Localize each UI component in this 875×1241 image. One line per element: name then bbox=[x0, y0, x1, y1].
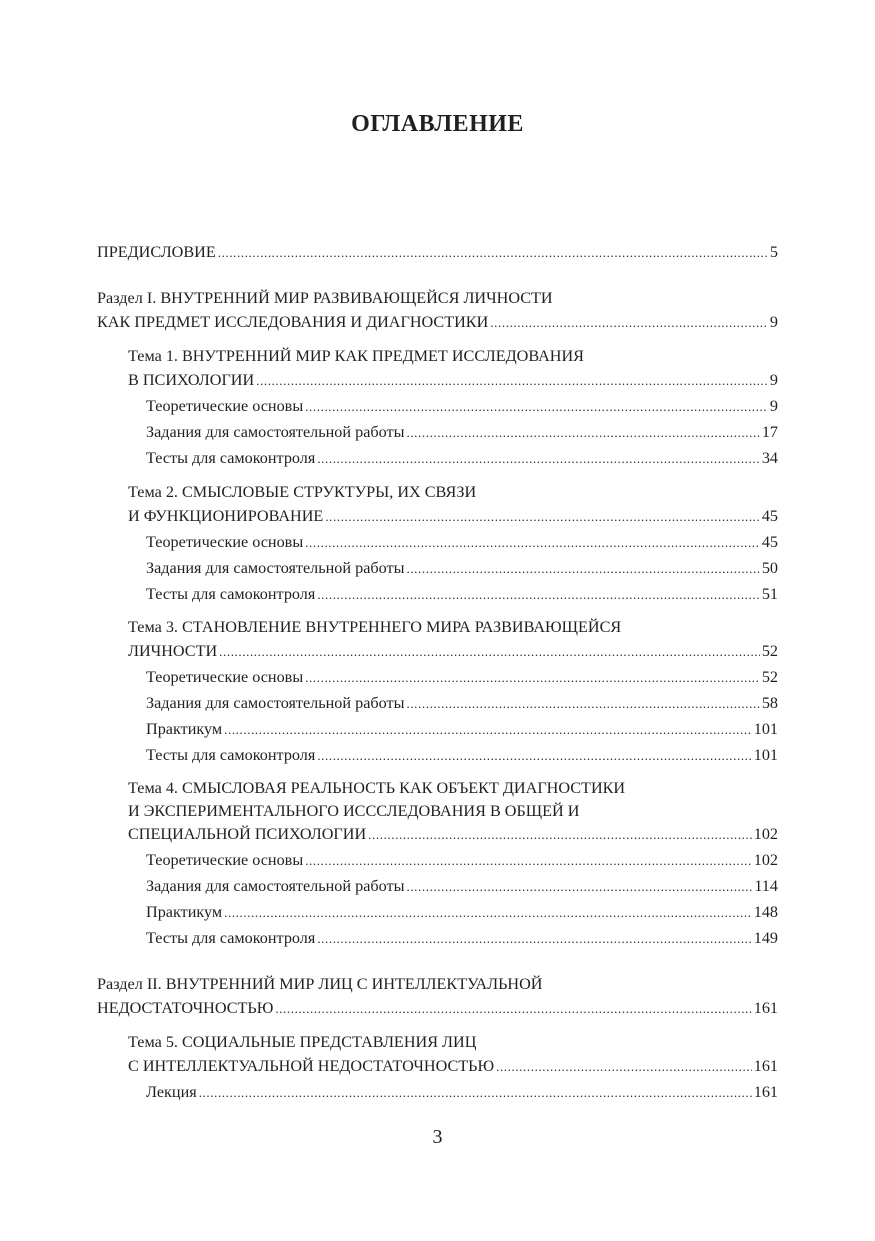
toc-entry-topic2[interactable] bbox=[128, 504, 778, 528]
toc-page-number: 58 bbox=[761, 694, 778, 712]
toc-subentry[interactable] bbox=[146, 420, 778, 444]
dot-leader bbox=[305, 849, 752, 873]
toc-page-number: 45 bbox=[761, 507, 778, 525]
dot-leader bbox=[224, 901, 752, 925]
toc-page-number: 17 bbox=[761, 423, 778, 441]
dot-leader bbox=[368, 823, 752, 847]
toc-page-number: 149 bbox=[753, 929, 778, 947]
toc-entry-title: Теоретические основы bbox=[146, 668, 304, 686]
toc-entry-preface[interactable] bbox=[97, 240, 778, 264]
toc-entry-title: Лекция bbox=[146, 1083, 197, 1101]
dot-leader bbox=[317, 583, 759, 607]
toc-page-number: 102 bbox=[753, 825, 778, 843]
toc-entry-title: НЕДОСТАТОЧНОСТЬЮ bbox=[97, 999, 274, 1017]
toc-entry-section2[interactable] bbox=[97, 996, 778, 1020]
toc-entry-topic1[interactable] bbox=[128, 368, 778, 392]
dot-leader bbox=[317, 744, 751, 768]
toc-entry-title: Задания для самостоятельной работы bbox=[146, 423, 405, 441]
toc-page-number: 51 bbox=[761, 585, 778, 603]
toc-page-number: 102 bbox=[753, 851, 778, 869]
toc-entry-title: Теоретические основы bbox=[146, 533, 304, 551]
toc-entry-title: В ПСИХОЛОГИИ bbox=[128, 371, 255, 389]
toc-subentry[interactable] bbox=[146, 874, 778, 898]
dot-leader bbox=[406, 875, 752, 899]
toc-subentry[interactable] bbox=[146, 665, 778, 689]
toc-entry-title: Тесты для самоконтроля bbox=[146, 929, 316, 947]
dot-leader bbox=[490, 311, 768, 335]
toc-entry-title: С ИНТЕЛЛЕКТУАЛЬНОЙ НЕДОСТАТОЧНОСТЬЮ bbox=[128, 1057, 495, 1075]
toc-subentry[interactable] bbox=[146, 394, 778, 418]
toc-entry-title: КАК ПРЕДМЕТ ИССЛЕДОВАНИЯ И ДИАГНОСТИКИ bbox=[97, 313, 489, 331]
toc-entry-title: Задания для самостоятельной работы bbox=[146, 877, 405, 895]
toc-topic4-title-line1[interactable]: Тема 4. СМЫСЛОВАЯ РЕАЛЬНОСТЬ КАК ОБЪЕКТ ДИАГНОСТИКИ bbox=[128, 779, 626, 797]
toc-subentry[interactable] bbox=[146, 717, 778, 741]
toc-section1-title-line1[interactable]: Раздел I. ВНУТРЕННИЙ МИР РАЗВИВАЮЩЕЙСЯ ЛИЧНОСТИ bbox=[97, 289, 553, 307]
toc-entry-title: Теоретические основы bbox=[146, 397, 304, 415]
toc-page-number: 9 bbox=[769, 313, 778, 331]
toc-page-number: 34 bbox=[761, 449, 778, 467]
toc-section2-title-line1[interactable]: Раздел II. ВНУТРЕННИЙ МИР ЛИЦ С ИНТЕЛЛЕКТУАЛЬНОЙ bbox=[97, 975, 543, 993]
toc-page-number: 9 bbox=[769, 397, 778, 415]
toc-subentry[interactable] bbox=[146, 743, 778, 767]
dot-leader bbox=[305, 531, 760, 555]
toc-subentry[interactable] bbox=[146, 848, 778, 872]
toc-subentry[interactable] bbox=[146, 582, 778, 606]
toc-page-number: 114 bbox=[754, 877, 778, 895]
dot-leader bbox=[406, 557, 759, 581]
toc-topic5-title-line1[interactable]: Тема 5. СОЦИАЛЬНЫЕ ПРЕДСТАВЛЕНИЯ ЛИЦ bbox=[128, 1033, 477, 1051]
toc-subentry[interactable] bbox=[146, 556, 778, 580]
toc-subentry[interactable] bbox=[146, 530, 778, 554]
toc-page-number: 52 bbox=[761, 668, 778, 686]
toc-entry-section1[interactable] bbox=[97, 310, 778, 334]
toc-subentry[interactable] bbox=[146, 446, 778, 470]
toc-topic3-title-line1[interactable]: Тема 3. СТАНОВЛЕНИЕ ВНУТРЕННЕГО МИРА РАЗВИВАЮЩЕЙСЯ bbox=[128, 618, 622, 636]
toc-page-number: 161 bbox=[753, 1057, 778, 1075]
toc-entry-title: Практикум bbox=[146, 720, 223, 738]
toc-page-number: 52 bbox=[761, 642, 778, 660]
toc-entry-title: Практикум bbox=[146, 903, 223, 921]
dot-leader bbox=[325, 505, 759, 529]
toc-page-number: 5 bbox=[769, 243, 778, 261]
toc-page-number: 148 bbox=[753, 903, 778, 921]
page-number: 3 bbox=[432, 1126, 443, 1148]
toc-subentry[interactable] bbox=[146, 900, 778, 924]
dot-leader bbox=[199, 1081, 752, 1105]
toc-page-number: 50 bbox=[761, 559, 778, 577]
toc-entry-topic3[interactable] bbox=[128, 639, 778, 663]
dot-leader bbox=[317, 447, 759, 471]
dot-leader bbox=[305, 666, 760, 690]
toc-entry-title: СПЕЦИАЛЬНОЙ ПСИХОЛОГИИ bbox=[128, 825, 367, 843]
toc-subentry[interactable] bbox=[146, 926, 778, 950]
toc-page-number: 161 bbox=[753, 1083, 778, 1101]
dot-leader bbox=[305, 395, 768, 419]
toc-topic4-title-line2[interactable]: И ЭКСПЕРИМЕНТАЛЬНОГО ИСССЛЕДОВАНИЯ В ОБЩЕЙ И bbox=[128, 802, 580, 820]
toc-entry-title: Теоретические основы bbox=[146, 851, 304, 869]
dot-leader bbox=[219, 640, 760, 664]
toc-entry-title: И ФУНКЦИОНИРОВАНИЕ bbox=[128, 507, 324, 525]
dot-leader bbox=[218, 241, 768, 265]
dot-leader bbox=[317, 927, 751, 951]
toc-subentry[interactable] bbox=[146, 691, 778, 715]
page-title: ОГЛАВЛЕНИЕ bbox=[351, 111, 524, 137]
dot-leader bbox=[406, 421, 759, 445]
dot-leader bbox=[496, 1055, 752, 1079]
dot-leader bbox=[275, 997, 751, 1021]
toc-entry-title: ЛИЧНОСТИ bbox=[128, 642, 218, 660]
toc-entry-title: Задания для самостоятельной работы bbox=[146, 559, 405, 577]
dot-leader bbox=[224, 718, 752, 742]
toc-entry-title: Задания для самостоятельной работы bbox=[146, 694, 405, 712]
toc-subentry[interactable] bbox=[146, 1080, 778, 1104]
toc-topic2-title-line1[interactable]: Тема 2. СМЫСЛОВЫЕ СТРУКТУРЫ, ИХ СВЯЗИ bbox=[128, 483, 477, 501]
toc-entry-title: Тесты для самоконтроля bbox=[146, 746, 316, 764]
dot-leader bbox=[256, 369, 768, 393]
toc-entry-topic5[interactable] bbox=[128, 1054, 778, 1078]
toc-page-number: 101 bbox=[753, 746, 778, 764]
toc-entry-title: ПРЕДИСЛОВИЕ bbox=[97, 243, 216, 261]
toc-entry-title: Тесты для самоконтроля bbox=[146, 449, 316, 467]
toc-topic1-title-line1[interactable]: Тема 1. ВНУТРЕННИЙ МИР КАК ПРЕДМЕТ ИССЛЕДОВАНИЯ bbox=[128, 347, 584, 365]
toc-page-number: 101 bbox=[753, 720, 778, 738]
dot-leader bbox=[406, 692, 759, 716]
toc-page-number: 161 bbox=[753, 999, 778, 1017]
toc-entry-topic4[interactable] bbox=[128, 822, 778, 846]
toc-page-number: 9 bbox=[769, 371, 778, 389]
toc-page-number: 45 bbox=[761, 533, 778, 551]
toc-entry-title: Тесты для самоконтроля bbox=[146, 585, 316, 603]
